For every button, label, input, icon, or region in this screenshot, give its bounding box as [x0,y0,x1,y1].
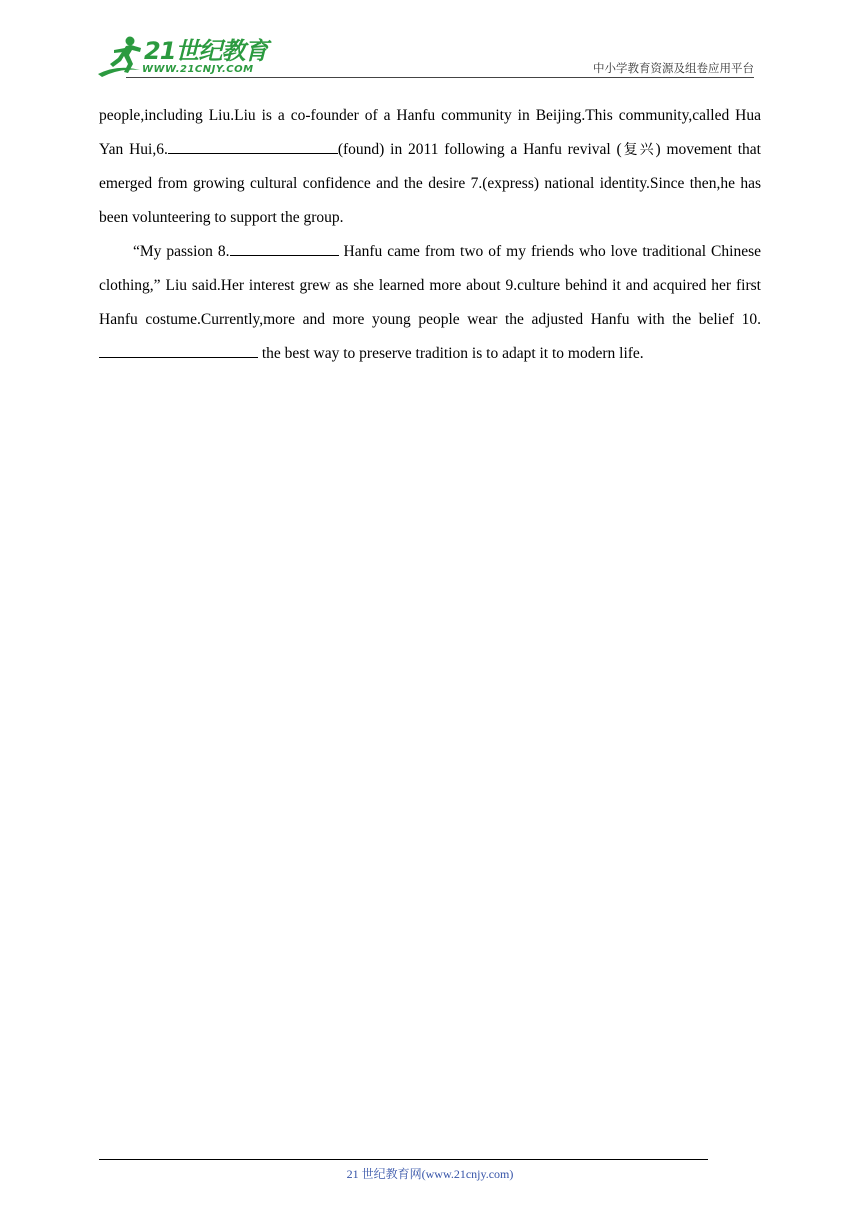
paragraph-1-text-b: (found) in 2011 following a Hanfu revival ( [337,141,622,158]
platform-tagline: 中小学教育资源及组卷应用平台 [593,61,754,75]
site-logo[interactable] [96,34,268,78]
paragraph-1-text-c: ) movement that emerged from growing cultural confidence and the desire 7.(express) national identity.Since then,he has been volunteering to support the group. [99,141,761,226]
passage-paragraph-1 [99,99,761,235]
answer-blank-8[interactable] [230,240,339,256]
logo-url-text: WWW.21CNJY.COM [142,64,254,75]
header-divider [126,77,754,78]
footer-source-link[interactable]: 21 世纪教育网(www.21cnjy.com) [346,1167,514,1181]
answer-blank-6[interactable] [168,138,338,154]
page-header [96,30,754,78]
answer-blank-10[interactable] [99,342,258,358]
paragraph-2-text-a: “My passion 8. [133,243,230,260]
footer-divider [99,1159,708,1160]
logo-brand-text: 21世纪教育 [144,37,268,65]
passage-paragraph-2 [99,235,761,371]
passage-body [99,99,761,371]
running-figure-logo-icon [96,34,148,78]
paragraph-1-text-a: people,including Liu.Liu is a co-founder of a Hanfu community in Beijing.This community,called Hua Yan Hui,6. [99,107,761,158]
paragraph-2-text-b: Hanfu came from two of my friends who love traditional Chinese clothing,” Liu said.Her interest grew as she learned more about 9.culture behind it and acquired her first Hanfu costume.Currently,more and more young people wear the adjusted Hanfu with the belief 10. [99,243,761,328]
chinese-gloss: 复兴 [621,142,656,158]
paragraph-2-text-c: the best way to preserve tradition is to adapt it to modern life. [258,345,644,362]
